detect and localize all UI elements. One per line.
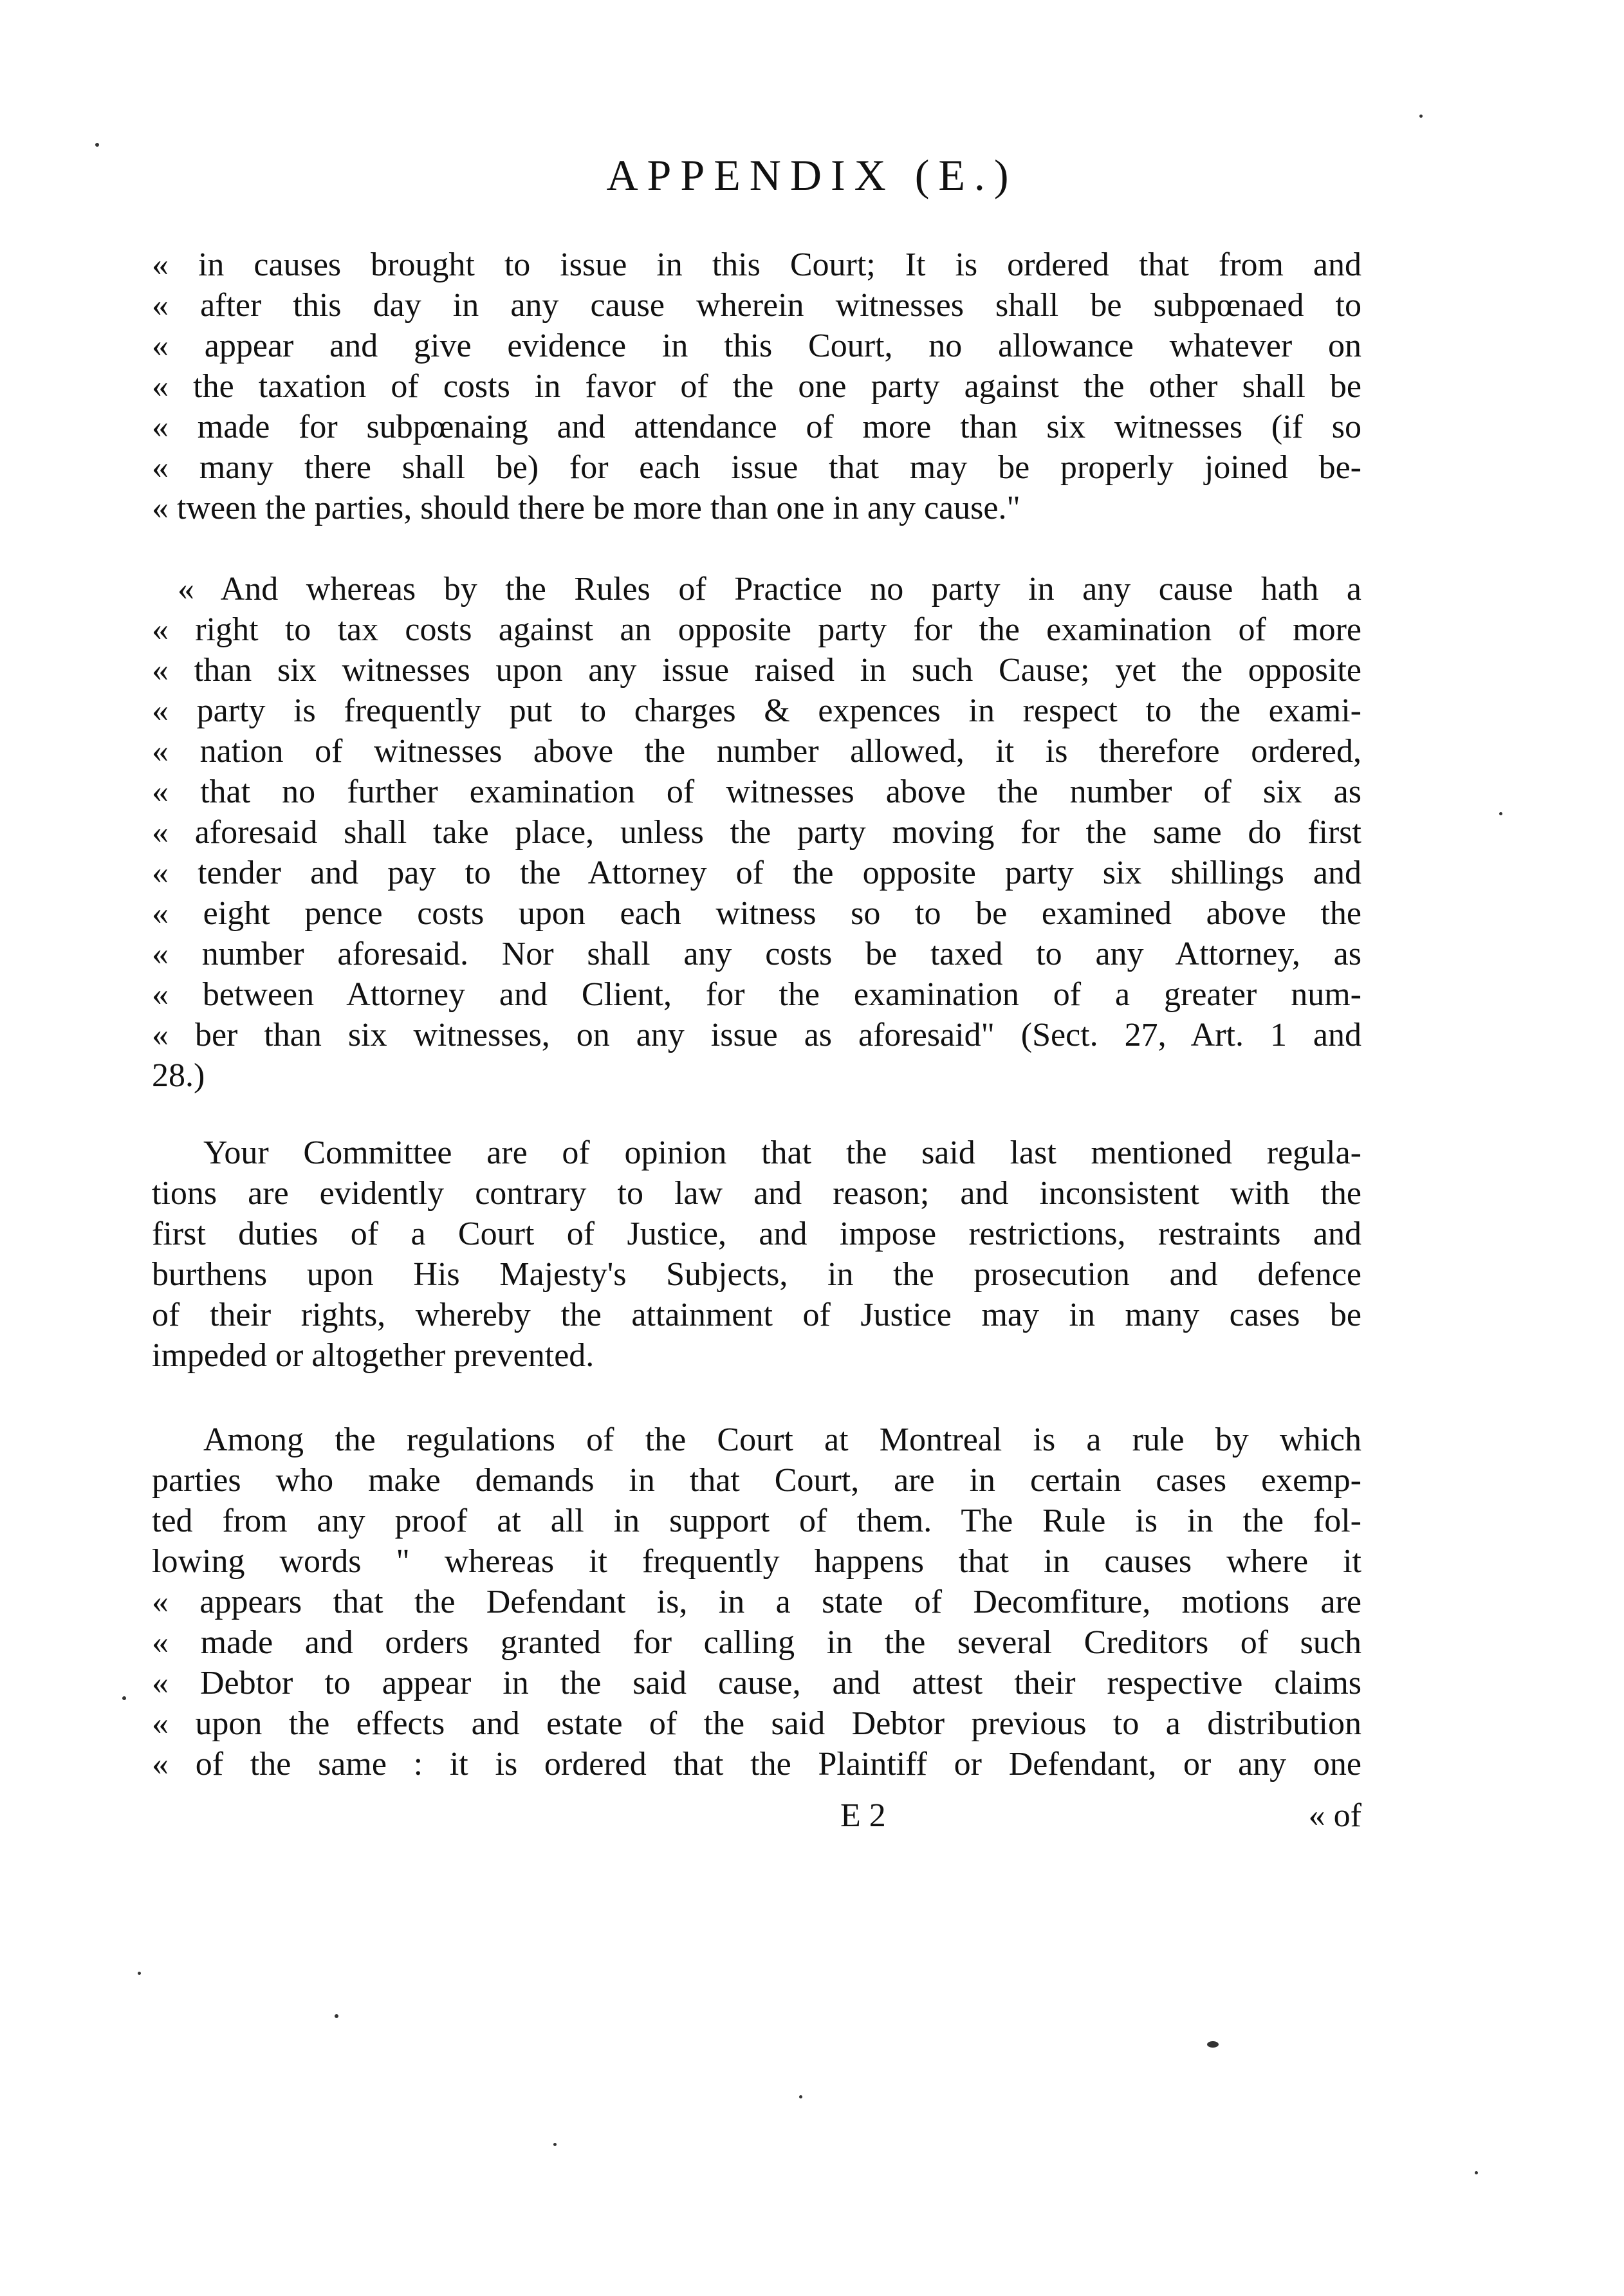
text-line: « after this day in any cause wherein witnesses shall be subpœnaed to [152, 287, 1361, 324]
page-footer [152, 1795, 1361, 1836]
text-line: « Debtor to appear in the said cause, and attest their respective claims [152, 1665, 1361, 1701]
text-line: of their rights, whereby the attainment of Justice may in many cases be [152, 1297, 1361, 1333]
text-line: 28.) [152, 1057, 205, 1094]
text-line: first duties of a Court of Justice, and impose restrictions, restraints and [152, 1216, 1361, 1252]
print-speck [335, 2014, 338, 2018]
print-speck [138, 1972, 141, 1975]
text-line: « made for subpœnaing and attendance of more than six witnesses (if so [152, 409, 1361, 445]
paragraph-committee-opinion [152, 1133, 1361, 1376]
paragraph-montreal-rule [152, 1420, 1361, 1784]
text-line: « tween the parties, should there be more than one in any cause." [152, 490, 1020, 526]
text-line: impeded or altogether prevented. [152, 1337, 595, 1374]
text-line: « And whereas by the Rules of Practice no party in any cause hath a [178, 571, 1361, 607]
print-speck [1207, 2041, 1219, 2048]
paragraph-rules-of-practice [152, 569, 1361, 1096]
text-line: Among the regulations of the Court at Montreal is a rule by which [203, 1421, 1361, 1458]
print-speck [799, 2095, 802, 2098]
text-line: « many there shall be) for each issue that may be properly joined be- [152, 449, 1361, 486]
text-line: Your Committee are of opinion that the said last mentioned regula- [203, 1134, 1361, 1171]
text-line: tions are evidently contrary to law and reason; and inconsistent with the [152, 1175, 1361, 1212]
text-line: « appear and give evidence in this Court, no allowance whatever on [152, 328, 1361, 364]
text-line: lowing words " whereas it frequently happens that in causes where it [152, 1543, 1361, 1580]
text-line: « in causes brought to issue in this Court; It is ordered that from and [152, 246, 1361, 283]
text-line: « made and orders granted for calling in the several Creditors of such [152, 1624, 1361, 1661]
text-line: burthens upon His Majesty's Subjects, in the prosecution and defence [152, 1256, 1361, 1293]
print-speck [1499, 812, 1502, 815]
print-speck [1475, 2171, 1478, 2174]
text-line: ted from any proof at all in support of them. The Rule is in the fol- [152, 1503, 1361, 1539]
print-speck [553, 2143, 557, 2146]
text-line: « the taxation of costs in favor of the one party against the other shall be [152, 368, 1361, 405]
text-line: « upon the effects and estate of the said Debtor previous to a distribution [152, 1705, 1361, 1742]
text-line: « between Attorney and Client, for the examination of a greater num- [152, 976, 1361, 1013]
text-line: « that no further examination of witnesses above the number of six as [152, 773, 1361, 810]
text-line: « number aforesaid. Nor shall any costs be taxed to any Attorney, as [152, 936, 1361, 972]
running-head: APPENDIX (E.) [606, 151, 1018, 199]
text-line: « than six witnesses upon any issue raised in such Cause; yet the opposite [152, 652, 1361, 689]
text-line: « aforesaid shall take place, unless the party moving for the same do first [152, 814, 1361, 851]
text-line: « eight pence costs upon each witness so to be examined above the [152, 895, 1361, 932]
text-line: « ber than six witnesses, on any issue as aforesaid" (Sect. 27, Art. 1 and [152, 1017, 1361, 1053]
text-line: parties who make demands in that Court, are in certain cases exemp- [152, 1462, 1361, 1499]
print-speck [1419, 115, 1423, 118]
print-speck [122, 1696, 126, 1700]
text-line: « nation of witnesses above the number allowed, it is therefore ordered, [152, 733, 1361, 770]
text-line: « appears that the Defendant is, in a state of Decomfiture, motions are [152, 1584, 1361, 1620]
text-line: « of the same : it is ordered that the Plaintiff or Defendant, or any one [152, 1746, 1361, 1782]
text-line: « right to tax costs against an opposite party for the examination of more [152, 611, 1361, 648]
paragraph-quoted-rule [152, 245, 1361, 528]
print-speck [95, 143, 99, 147]
signature-mark: E 2 [840, 1797, 886, 1834]
text-line: « party is frequently put to charges & expences in respect to the exami- [152, 692, 1361, 729]
text-line: « tender and pay to the Attorney of the opposite party six shillings and [152, 855, 1361, 891]
catchword: « of [1308, 1797, 1361, 1834]
